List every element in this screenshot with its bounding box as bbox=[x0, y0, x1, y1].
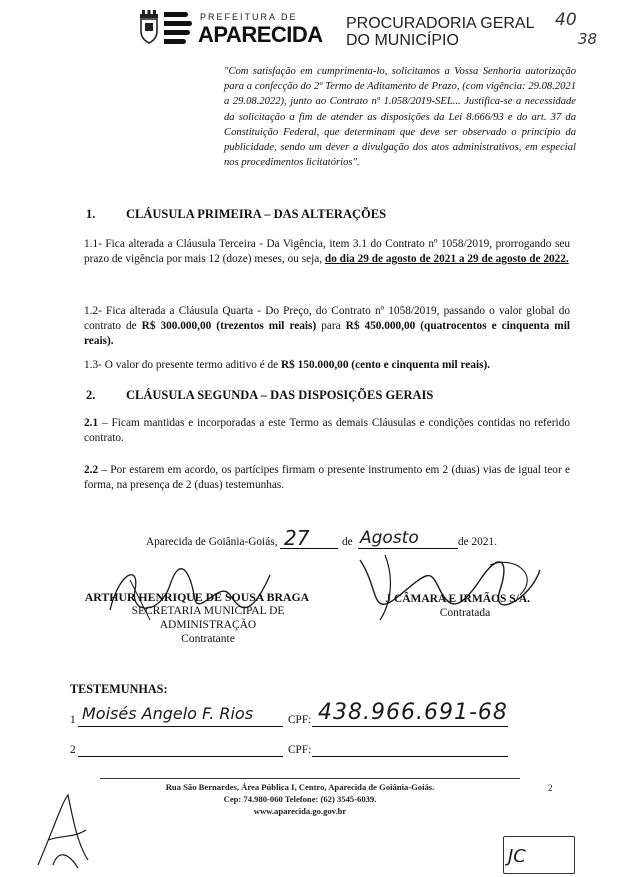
footer-line-2: Cep: 74.980-060 Telefone: (62) 3545-6039. bbox=[223, 794, 377, 804]
date-line bbox=[146, 526, 506, 552]
paragraph-1-2-text-b: para bbox=[316, 320, 346, 332]
month-blank-line bbox=[358, 548, 458, 549]
contratada-name: J CÂMARA E IRMÃOS S/A. bbox=[385, 593, 530, 605]
initials-scribble bbox=[28, 790, 98, 870]
paragraph-2-2-number: 2.2 bbox=[84, 464, 99, 476]
paragraph-2-1 bbox=[84, 416, 570, 446]
footer-rule bbox=[100, 778, 520, 779]
paragraph-1-3-text: O valor do presente termo aditivo é de bbox=[101, 359, 282, 371]
paragraph-1-2-new-value: R$ 450.000,00 (quatrocentos e cinquenta mil reais). bbox=[84, 320, 570, 347]
witness-1-cpf-line bbox=[312, 726, 508, 727]
office-line-2: DO MUNICÍPIO bbox=[346, 32, 459, 49]
contratante-role-1: SECRETARIA MUNICIPAL DE bbox=[131, 605, 285, 617]
witness-1-handwritten-name: Moisés Angelo F. Rios bbox=[82, 704, 254, 723]
clause-1-number: 1. bbox=[86, 207, 96, 221]
paragraph-1-1-text: Fica alterada a Cláusula Terceira - Da Vigência, item 3.1 do Contrato nº 1058/2019, prorrogando seu prazo de vigência por mais 12 (doze) meses, ou seja, bbox=[84, 238, 570, 265]
witness-2-cpf-line bbox=[312, 756, 508, 757]
paragraph-1-1-number: 1.1- bbox=[84, 238, 102, 250]
witness-2-line bbox=[70, 738, 510, 760]
witnesses-title: TESTEMUNHAS: bbox=[70, 682, 168, 696]
witness-1-number: 1 bbox=[70, 714, 76, 726]
witness-1-line bbox=[70, 700, 510, 730]
footer-address bbox=[120, 781, 480, 817]
contratada-signature-block bbox=[360, 592, 530, 620]
paragraph-1-3 bbox=[84, 358, 570, 373]
office-line-1: PROCURADORIA GERAL bbox=[346, 15, 535, 32]
paragraph-1-1-period: do dia 29 de agosto de 2021 a 29 de agosto de 2022. bbox=[324, 253, 569, 265]
contratada-label: Contratada bbox=[439, 607, 491, 619]
stamp-handwritten-initials: JC bbox=[508, 846, 526, 867]
footer-line-1: Rua São Bernardes, Área Pública I, Centro, Aparecida de Goiânia-Goiás. bbox=[165, 782, 435, 792]
witness-1-name-line bbox=[78, 726, 283, 727]
contratante-name: ARTHUR HENRIQUE DE SOUSA BRAGA bbox=[84, 590, 310, 604]
handwritten-page-number-b: 38 bbox=[578, 30, 598, 48]
date-city: Aparecida de Goiânia-Goiás, bbox=[146, 536, 278, 548]
witness-1-handwritten-cpf: 438.966.691-68 bbox=[318, 700, 508, 725]
clause-1-title: CLÁUSULA PRIMEIRA – DAS ALTERAÇÕES bbox=[126, 207, 387, 221]
contratante-label: Contratante bbox=[181, 633, 235, 645]
witness-2-cpf-label: CPF: bbox=[288, 744, 312, 756]
contratante-role-2: ADMINISTRAÇÃO bbox=[159, 619, 257, 631]
paragraph-1-3-number: 1.3- bbox=[84, 359, 102, 371]
clause-2-number: 2. bbox=[86, 388, 96, 402]
paragraph-2-1-number: 2.1 bbox=[84, 417, 99, 429]
handwritten-page-number-a: 40 bbox=[555, 10, 577, 30]
paragraph-1-2-number: 1.2- bbox=[84, 305, 102, 317]
paragraph-1-3-value: R$ 150.000,00 (cento e cinquenta mil reais). bbox=[281, 359, 491, 371]
paragraph-1-2 bbox=[84, 304, 570, 349]
paragraph-2-1-text: – Ficam mantidas e incorporadas a este Termo as demais Cláusulas e condições contidas no referido contrato. bbox=[84, 417, 570, 444]
paragraph-1-1 bbox=[84, 237, 570, 267]
handwritten-month: Agosto bbox=[360, 528, 419, 548]
coat-of-arms-icon bbox=[138, 10, 160, 46]
footer-line-3: www.aparecida.go.gov.br bbox=[253, 806, 347, 816]
date-year: de 2021. bbox=[458, 536, 497, 548]
logo-prefix: PREFEITURA DE bbox=[200, 12, 298, 22]
witness-1-cpf-label: CPF: bbox=[288, 714, 312, 726]
witness-2-name-line bbox=[78, 756, 283, 757]
paragraph-1-2-text-a: Fica alterada a Cláusula Quarta - Do Preço, do Contrato nº 1058/2019, passando o valor global do contrato de bbox=[84, 305, 570, 332]
handwritten-day: 27 bbox=[284, 526, 310, 550]
page-number: 2 bbox=[548, 783, 553, 793]
paragraph-1-2-old-value: R$ 300.000,00 (trezentos mil reais) bbox=[141, 320, 317, 332]
logo-name: APARECIDA bbox=[198, 22, 323, 47]
paragraph-2-2 bbox=[84, 463, 570, 493]
witness-2-number: 2 bbox=[70, 744, 76, 756]
contratante-signature-block bbox=[84, 590, 328, 646]
logo-stripes-icon bbox=[164, 12, 192, 46]
office-title bbox=[346, 15, 534, 49]
clause-2-title: CLÁUSULA SEGUNDA – DAS DISPOSIÇÕES GERAIS bbox=[126, 388, 434, 402]
request-quote: "Com satisfação em cumprimenta-lo, solicitamos a Vossa Senhoria autorização para a confecção do 2º Termo de Aditamento de Prazo, (com vigência: 29.08.2021 a 29.08.2022), junto ao Contrato nº 1.058/2019-SEL... Justifica-se a necessidade da solicitação a fim de atender as disposições da Lei 8.666/93 e do art. 37 da Constituição Federal, que determinam que deve ser observado o princípio da publicidade, sendo um dever a divulgação dos atos administrativos, em especial nos procedimentos licitatórios". bbox=[224, 66, 576, 169]
paragraph-2-2-text: – Por estarem em acordo, os partícipes firmam o presente instrumento em 2 (duas) vias de igual teor e forma, na presença de 2 (duas) testemunhas. bbox=[84, 464, 570, 491]
date-de: de bbox=[342, 536, 353, 548]
prefeitura-logo bbox=[138, 8, 328, 52]
